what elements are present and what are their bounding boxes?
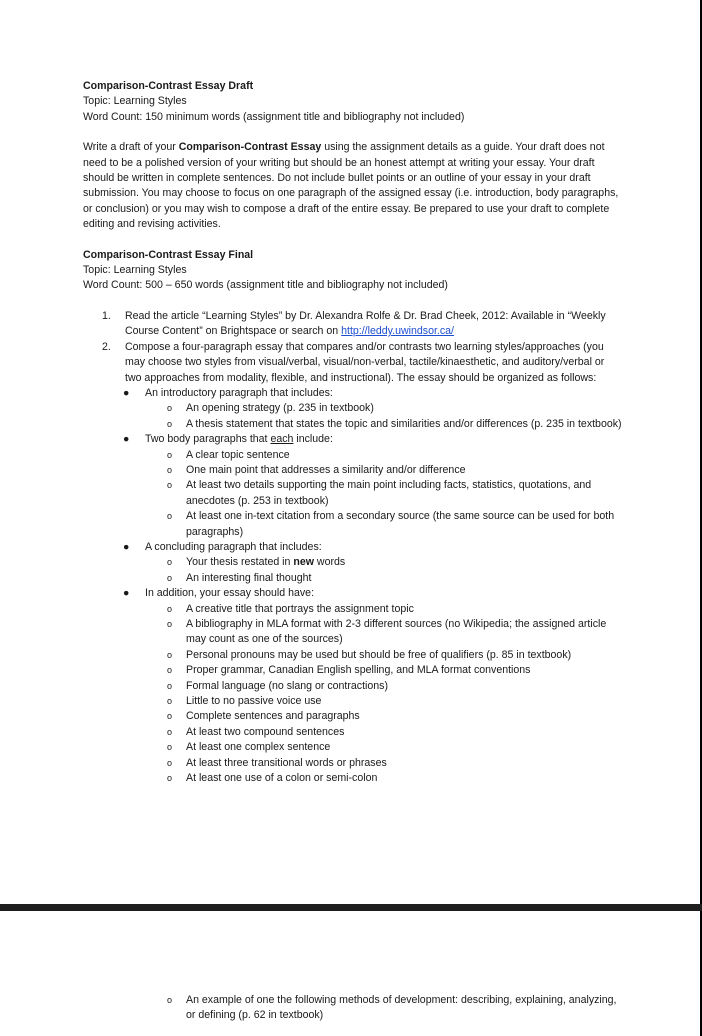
page-break xyxy=(0,904,702,911)
final-heading: Comparison-Contrast Essay Final xyxy=(83,248,254,261)
final-topic: Topic: Learning Styles xyxy=(83,264,187,277)
sub-item: o Personal pronouns may be used but should be free of qualifiers (p. 85 in textbook) xyxy=(167,648,572,661)
sub-item: o An opening strategy (p. 235 in textbook) xyxy=(167,402,374,415)
bullet-body: ● Two body paragraphs that each include: xyxy=(123,433,333,446)
sub-item: o One main point that addresses a similarity and/or difference xyxy=(167,463,466,476)
list-item-1: 1. Read the article “Learning Styles” by Dr. Alexandra Rolfe & Dr. Brad Cheek, 2012: Available in “Weekly Course Content” on Brightspace or search on http://leddy.uwindsor.ca/ xyxy=(102,309,606,338)
list-item-2: 2. Compose a four-paragraph essay that compares and/or contrasts two learning styles/approaches (you may choose two styles from visual/verbal, visual/non-verbal, tactile/kinaesthetic, and auditory/verbal or two approaches from modality, flexible, and instructional). The essay should be organized as follows: xyxy=(102,340,605,384)
draft-heading: Comparison-Contrast Essay Draft xyxy=(83,80,254,92)
final-word-count: Word Count: 500 – 650 words (assignment title and bibliography not included) xyxy=(83,279,448,292)
sub-item: o Proper grammar, Canadian English spelling, and MLA format conventions xyxy=(167,664,531,677)
bullet-addition: ● In addition, your essay should have: xyxy=(123,587,315,600)
numbered-list xyxy=(83,309,623,787)
bullet-conclusion: ● A concluding paragraph that includes: xyxy=(123,540,322,553)
sub-item: o Formal language (no slang or contractions) xyxy=(167,679,388,692)
sub-item: o Complete sentences and paragraphs xyxy=(167,710,360,723)
sub-item: o At least two compound sentences xyxy=(167,725,345,738)
leddy-link[interactable]: http://leddy.uwindsor.ca/ xyxy=(341,325,454,338)
sub-item: o A creative title that portrays the assignment topic xyxy=(167,602,414,615)
draft-topic: Topic: Learning Styles xyxy=(83,95,187,108)
sub-item: o Little to no passive voice use xyxy=(167,695,322,708)
sub-item: o A bibliography in MLA format with 2-3 different sources (no Wikipedia; the assigned article may count as one of the sources) xyxy=(167,618,607,646)
sub-item: o An interesting final thought xyxy=(167,571,312,584)
draft-word-count: Word Count: 150 minimum words (assignment title and bibliography not included) xyxy=(83,110,465,123)
page-1-content xyxy=(83,79,623,786)
sub-item: o Your thesis restated in new words xyxy=(167,556,346,569)
sub-item: o An example of one the following methods of development: describing, explaining, analyzing, or defining (p. 62 in textbook) xyxy=(167,994,617,1022)
sub-item: o At least one complex sentence xyxy=(167,741,331,754)
sub-item: o At least one in-text citation from a secondary source (the same source can be used for both paragraphs) xyxy=(167,510,615,538)
draft-instructions: Write a draft of your Comparison-Contrast Essay using the assignment details as a guide. Your draft does not need to be a polished version of your writing but should be an honest attempt at writing your essay. Your draft should be written in complete sentences. Do not include bullet points or an outline of your essay in your draft submission. You may choose to focus on one paragraph of the assigned essay (i.e. introduction, body paragraphs, or conclusion) or you may wish to compose a draft of the entire essay. Be prepared to use your draft to complete editing and revising activities. xyxy=(83,141,619,231)
sub-item: o A clear topic sentence xyxy=(167,448,290,461)
sub-item: o A thesis statement that states the topic and similarities and/or differences (p. 235 in textbook) xyxy=(167,417,622,430)
sub-item: o At least two details supporting the main point including facts, statistics, quotations, and anecdotes (p. 253 in textbook) xyxy=(167,479,592,507)
sub-item: o At least one use of a colon or semi-colon xyxy=(167,772,378,785)
bullet-intro: ● An introductory paragraph that includes: xyxy=(123,386,333,399)
document-page-2 xyxy=(0,911,700,1036)
sub-item: o At least three transitional words or phrases xyxy=(167,756,387,769)
page-2-content xyxy=(83,993,623,1024)
